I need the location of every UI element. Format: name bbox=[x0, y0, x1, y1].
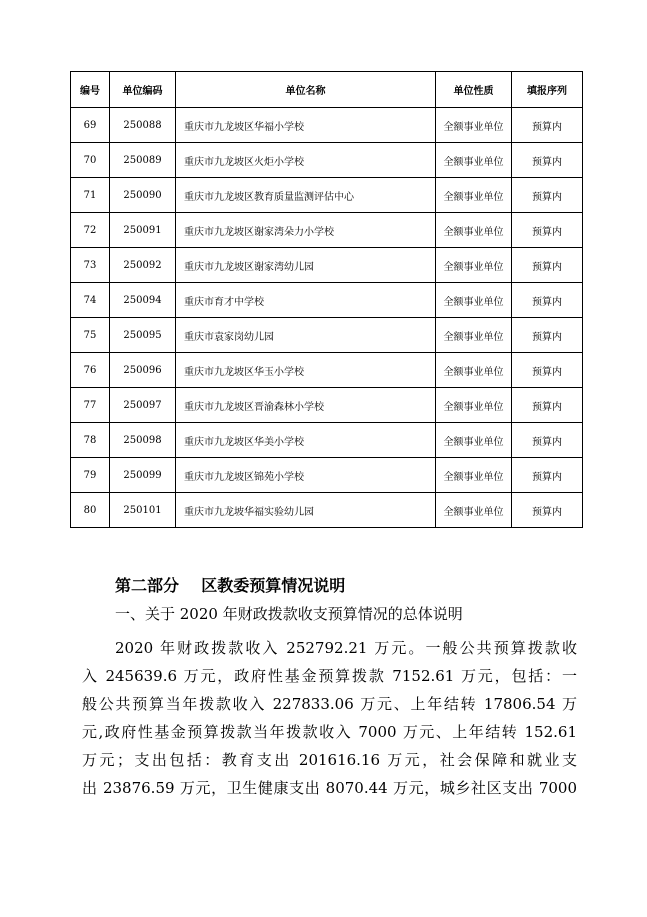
cell-unit-code: 250101 bbox=[110, 493, 176, 528]
paragraph-line: 2020 年财政拨款收入 252792.21 万元。一般公共预算拨款收 bbox=[115, 639, 577, 657]
paragraph-line: 般公共预算当年拨款收入 227833.06 万元、上年结转 17806.54 万 bbox=[82, 695, 577, 713]
cell-number: 79 bbox=[71, 458, 110, 493]
cell-unit-name: 重庆市九龙坡区锦苑小学校 bbox=[176, 458, 436, 493]
table-row bbox=[71, 108, 583, 143]
cell-number: 73 bbox=[71, 248, 110, 283]
cell-unit-nature: 全额事业单位 bbox=[436, 108, 512, 143]
cell-report-sequence: 预算内 bbox=[512, 318, 583, 353]
cell-unit-code: 250096 bbox=[110, 353, 176, 388]
cell-number: 75 bbox=[71, 318, 110, 353]
cell-report-sequence: 预算内 bbox=[512, 108, 583, 143]
table-row bbox=[71, 248, 583, 283]
cell-number: 70 bbox=[71, 143, 110, 178]
header-unit-code: 单位编码 bbox=[110, 72, 176, 108]
cell-unit-code: 250099 bbox=[110, 458, 176, 493]
cell-unit-nature: 全额事业单位 bbox=[436, 143, 512, 178]
cell-number: 78 bbox=[71, 423, 110, 458]
cell-number: 72 bbox=[71, 213, 110, 248]
section-title: 第二部分 区教委预算情况说明 bbox=[115, 576, 346, 595]
cell-unit-name: 重庆市九龙坡区谢家湾幼儿园 bbox=[176, 248, 436, 283]
cell-unit-code: 250088 bbox=[110, 108, 176, 143]
paragraph-line: 万元；支出包括：教育支出 201616.16 万元，社会保障和就业支 bbox=[82, 751, 577, 769]
paragraph-line: 入 245639.6 万元，政府性基金预算拨款 7152.61 万元，包括：一 bbox=[82, 667, 577, 685]
cell-unit-name: 重庆市九龙坡区谢家湾朵力小学校 bbox=[176, 213, 436, 248]
cell-report-sequence: 预算内 bbox=[512, 458, 583, 493]
cell-unit-name: 重庆市九龙坡区教育质量监测评估中心 bbox=[176, 178, 436, 213]
cell-unit-nature: 全额事业单位 bbox=[436, 283, 512, 318]
table-row bbox=[71, 493, 583, 528]
table-row bbox=[71, 458, 583, 493]
cell-report-sequence: 预算内 bbox=[512, 178, 583, 213]
table-header-row bbox=[71, 72, 583, 108]
cell-unit-code: 250089 bbox=[110, 143, 176, 178]
table-row bbox=[71, 423, 583, 458]
table-row bbox=[71, 143, 583, 178]
cell-unit-nature: 全额事业单位 bbox=[436, 248, 512, 283]
header-report-sequence: 填报序列 bbox=[512, 72, 583, 108]
cell-unit-code: 250090 bbox=[110, 178, 176, 213]
cell-unit-code: 250097 bbox=[110, 388, 176, 423]
cell-unit-nature: 全额事业单位 bbox=[436, 458, 512, 493]
cell-unit-name: 重庆市九龙坡华福实验幼儿园 bbox=[176, 493, 436, 528]
cell-unit-name: 重庆市九龙坡区华福小学校 bbox=[176, 108, 436, 143]
cell-number: 71 bbox=[71, 178, 110, 213]
table-row bbox=[71, 318, 583, 353]
cell-unit-name: 重庆市九龙坡区华美小学校 bbox=[176, 423, 436, 458]
header-number: 编号 bbox=[71, 72, 110, 108]
cell-unit-nature: 全额事业单位 bbox=[436, 178, 512, 213]
table-row bbox=[71, 283, 583, 318]
cell-report-sequence: 预算内 bbox=[512, 213, 583, 248]
cell-unit-nature: 全额事业单位 bbox=[436, 423, 512, 458]
cell-unit-nature: 全额事业单位 bbox=[436, 353, 512, 388]
cell-number: 74 bbox=[71, 283, 110, 318]
cell-unit-nature: 全额事业单位 bbox=[436, 493, 512, 528]
cell-report-sequence: 预算内 bbox=[512, 143, 583, 178]
cell-report-sequence: 预算内 bbox=[512, 388, 583, 423]
units-table bbox=[70, 71, 583, 528]
header-unit-name: 单位名称 bbox=[176, 72, 436, 108]
cell-report-sequence: 预算内 bbox=[512, 423, 583, 458]
cell-unit-code: 250098 bbox=[110, 423, 176, 458]
cell-report-sequence: 预算内 bbox=[512, 493, 583, 528]
cell-unit-name: 重庆市九龙坡区火炬小学校 bbox=[176, 143, 436, 178]
cell-unit-code: 250091 bbox=[110, 213, 176, 248]
cell-unit-name: 重庆市袁家岗幼儿园 bbox=[176, 318, 436, 353]
cell-number: 80 bbox=[71, 493, 110, 528]
cell-number: 76 bbox=[71, 353, 110, 388]
cell-report-sequence: 预算内 bbox=[512, 283, 583, 318]
table-row bbox=[71, 178, 583, 213]
table-row bbox=[71, 353, 583, 388]
cell-unit-code: 250092 bbox=[110, 248, 176, 283]
cell-unit-code: 250094 bbox=[110, 283, 176, 318]
cell-unit-nature: 全额事业单位 bbox=[436, 213, 512, 248]
budget-paragraph bbox=[82, 634, 577, 802]
cell-unit-code: 250095 bbox=[110, 318, 176, 353]
cell-unit-name: 重庆市育才中学校 bbox=[176, 283, 436, 318]
subtitle: 一、关于 2020 年财政拨款收支预算情况的总体说明 bbox=[115, 605, 463, 623]
cell-number: 69 bbox=[71, 108, 110, 143]
cell-unit-nature: 全额事业单位 bbox=[436, 318, 512, 353]
cell-report-sequence: 预算内 bbox=[512, 248, 583, 283]
header-unit-nature: 单位性质 bbox=[436, 72, 512, 108]
paragraph-line: 出 23876.59 万元，卫生健康支出 8070.44 万元，城乡社区支出 7000 bbox=[82, 779, 577, 797]
cell-report-sequence: 预算内 bbox=[512, 353, 583, 388]
table-row bbox=[71, 388, 583, 423]
cell-unit-name: 重庆市九龙坡区华玉小学校 bbox=[176, 353, 436, 388]
table-row bbox=[71, 213, 583, 248]
cell-unit-name: 重庆市九龙坡区晋渝森林小学校 bbox=[176, 388, 436, 423]
cell-unit-nature: 全额事业单位 bbox=[436, 388, 512, 423]
paragraph-line: 元,政府性基金预算拨款当年拨款收入 7000 万元、上年结转 152.61 bbox=[82, 723, 577, 741]
cell-number: 77 bbox=[71, 388, 110, 423]
